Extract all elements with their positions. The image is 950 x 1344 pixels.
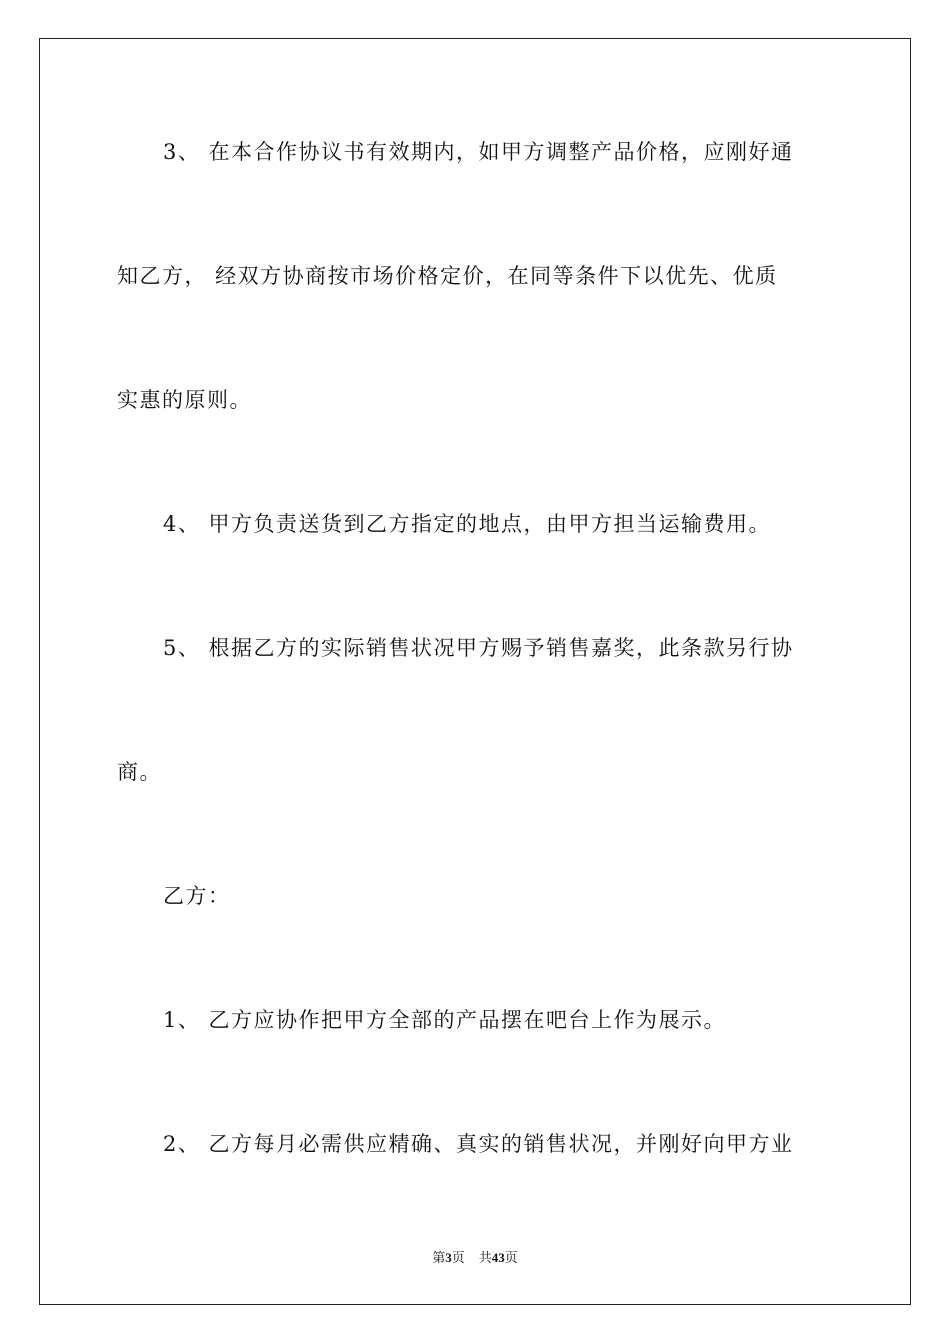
page-footer bbox=[0, 1247, 950, 1266]
paragraph-line: 3、 在本合作协议书有效期内，如甲方调整产品价格，应刚好通 bbox=[163, 140, 794, 164]
paragraph-line: 4、 甲方负责送货到乙方指定的地点，由甲方担当运输费用。 bbox=[163, 512, 772, 536]
page-prefix: 第 bbox=[432, 1250, 446, 1265]
paragraph-line: 5、 根据乙方的实际销售状况甲方赐予销售嘉奖，此条款另行协 bbox=[163, 636, 794, 660]
page-frame bbox=[39, 38, 911, 1305]
paragraph-line: 1、 乙方应协作把甲方全部的产品摆在吧台上作为展示。 bbox=[163, 1008, 727, 1032]
paragraph-line: 商。 bbox=[117, 760, 162, 784]
page-suffix: 页 bbox=[451, 1250, 465, 1265]
total-prefix: 共 bbox=[478, 1250, 492, 1265]
paragraph-line: 实惠的原则。 bbox=[117, 388, 252, 412]
page-number: 3 bbox=[445, 1250, 452, 1265]
total-pages: 43 bbox=[491, 1250, 505, 1265]
total-suffix: 页 bbox=[504, 1250, 518, 1265]
paragraph-line: 2、 乙方每月必需供应精确、真实的销售状况，并刚好向甲方业 bbox=[163, 1132, 794, 1156]
section-heading: 乙方： bbox=[163, 884, 231, 908]
paragraph-line: 知乙方， 经双方协商按市场价格定价，在同等条件下以优先、优质 bbox=[117, 264, 778, 288]
